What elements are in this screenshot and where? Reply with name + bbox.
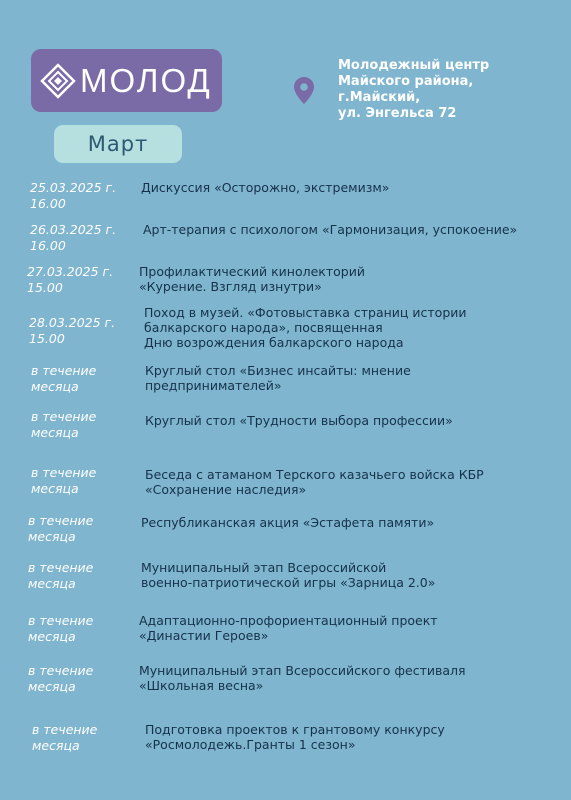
address-line: Майского района, [338,74,474,89]
event-title: Поход в музей. «Фотовыставка страниц истории балкарского народа», посвященная Дню возрождения балкарского народа [144,305,467,350]
event-title: Беседа с атаманом Терского казачьего войска КБР «Сохранение наследия» [145,467,484,497]
event-date: в течение месяца [28,663,94,694]
event-title: Круглый стол «Трудности выбора профессии» [145,413,453,428]
event-date: в течение месяца [32,722,98,753]
event-title: Подготовка проектов к грантовому конкурсу «Росмолодежь.Гранты 1 сезон» [145,722,445,752]
address-line: г.Майский, [338,90,421,105]
event-date: в течение месяца [28,513,94,544]
logo-text: МОЛОД [80,61,212,99]
event-title: Круглый стол «Бизнес инсайты: мнение предпринимателей» [145,363,411,393]
month-label: Март [54,125,182,163]
event-title: Арт-терапия с психологом «Гармонизация, успокоение» [143,222,518,237]
event-title: Республиканская акция «Эстафета памяти» [141,515,435,530]
event-date: в течение месяца [28,613,94,644]
event-date: в течение месяца [31,465,97,496]
ornament-logo-icon [40,63,76,99]
address-line: Молодежный центр [338,58,490,73]
event-date: 27.03.2025 г. 15.00 [27,264,114,295]
event-date: 25.03.2025 г. 16.00 [30,180,117,211]
event-title: Муниципальный этап Всероссийского фестиваля «Школьная весна» [139,663,466,693]
event-date: в течение месяца [31,363,97,394]
location-pin-icon [294,77,314,104]
address-line: ул. Энгельса 72 [338,106,457,121]
event-title: Дискуссия «Осторожно, экстремизм» [141,180,390,195]
event-title: Муниципальный этап Всероссийской военно-патриотической игры «Зарница 2.0» [141,560,436,590]
event-title: Адаптационно-профориентационный проект «Династии Героев» [139,613,438,643]
event-date: 26.03.2025 г. 16.00 [30,222,117,253]
event-date: 28.03.2025 г. 15.00 [29,315,116,346]
event-date: в течение месяца [31,409,97,440]
address-block [338,58,489,122]
brand-logo [31,49,222,112]
event-title: Профилактический кинолекторий «Курение. Взгляд изнутри» [139,264,365,294]
event-date: в течение месяца [28,560,94,591]
